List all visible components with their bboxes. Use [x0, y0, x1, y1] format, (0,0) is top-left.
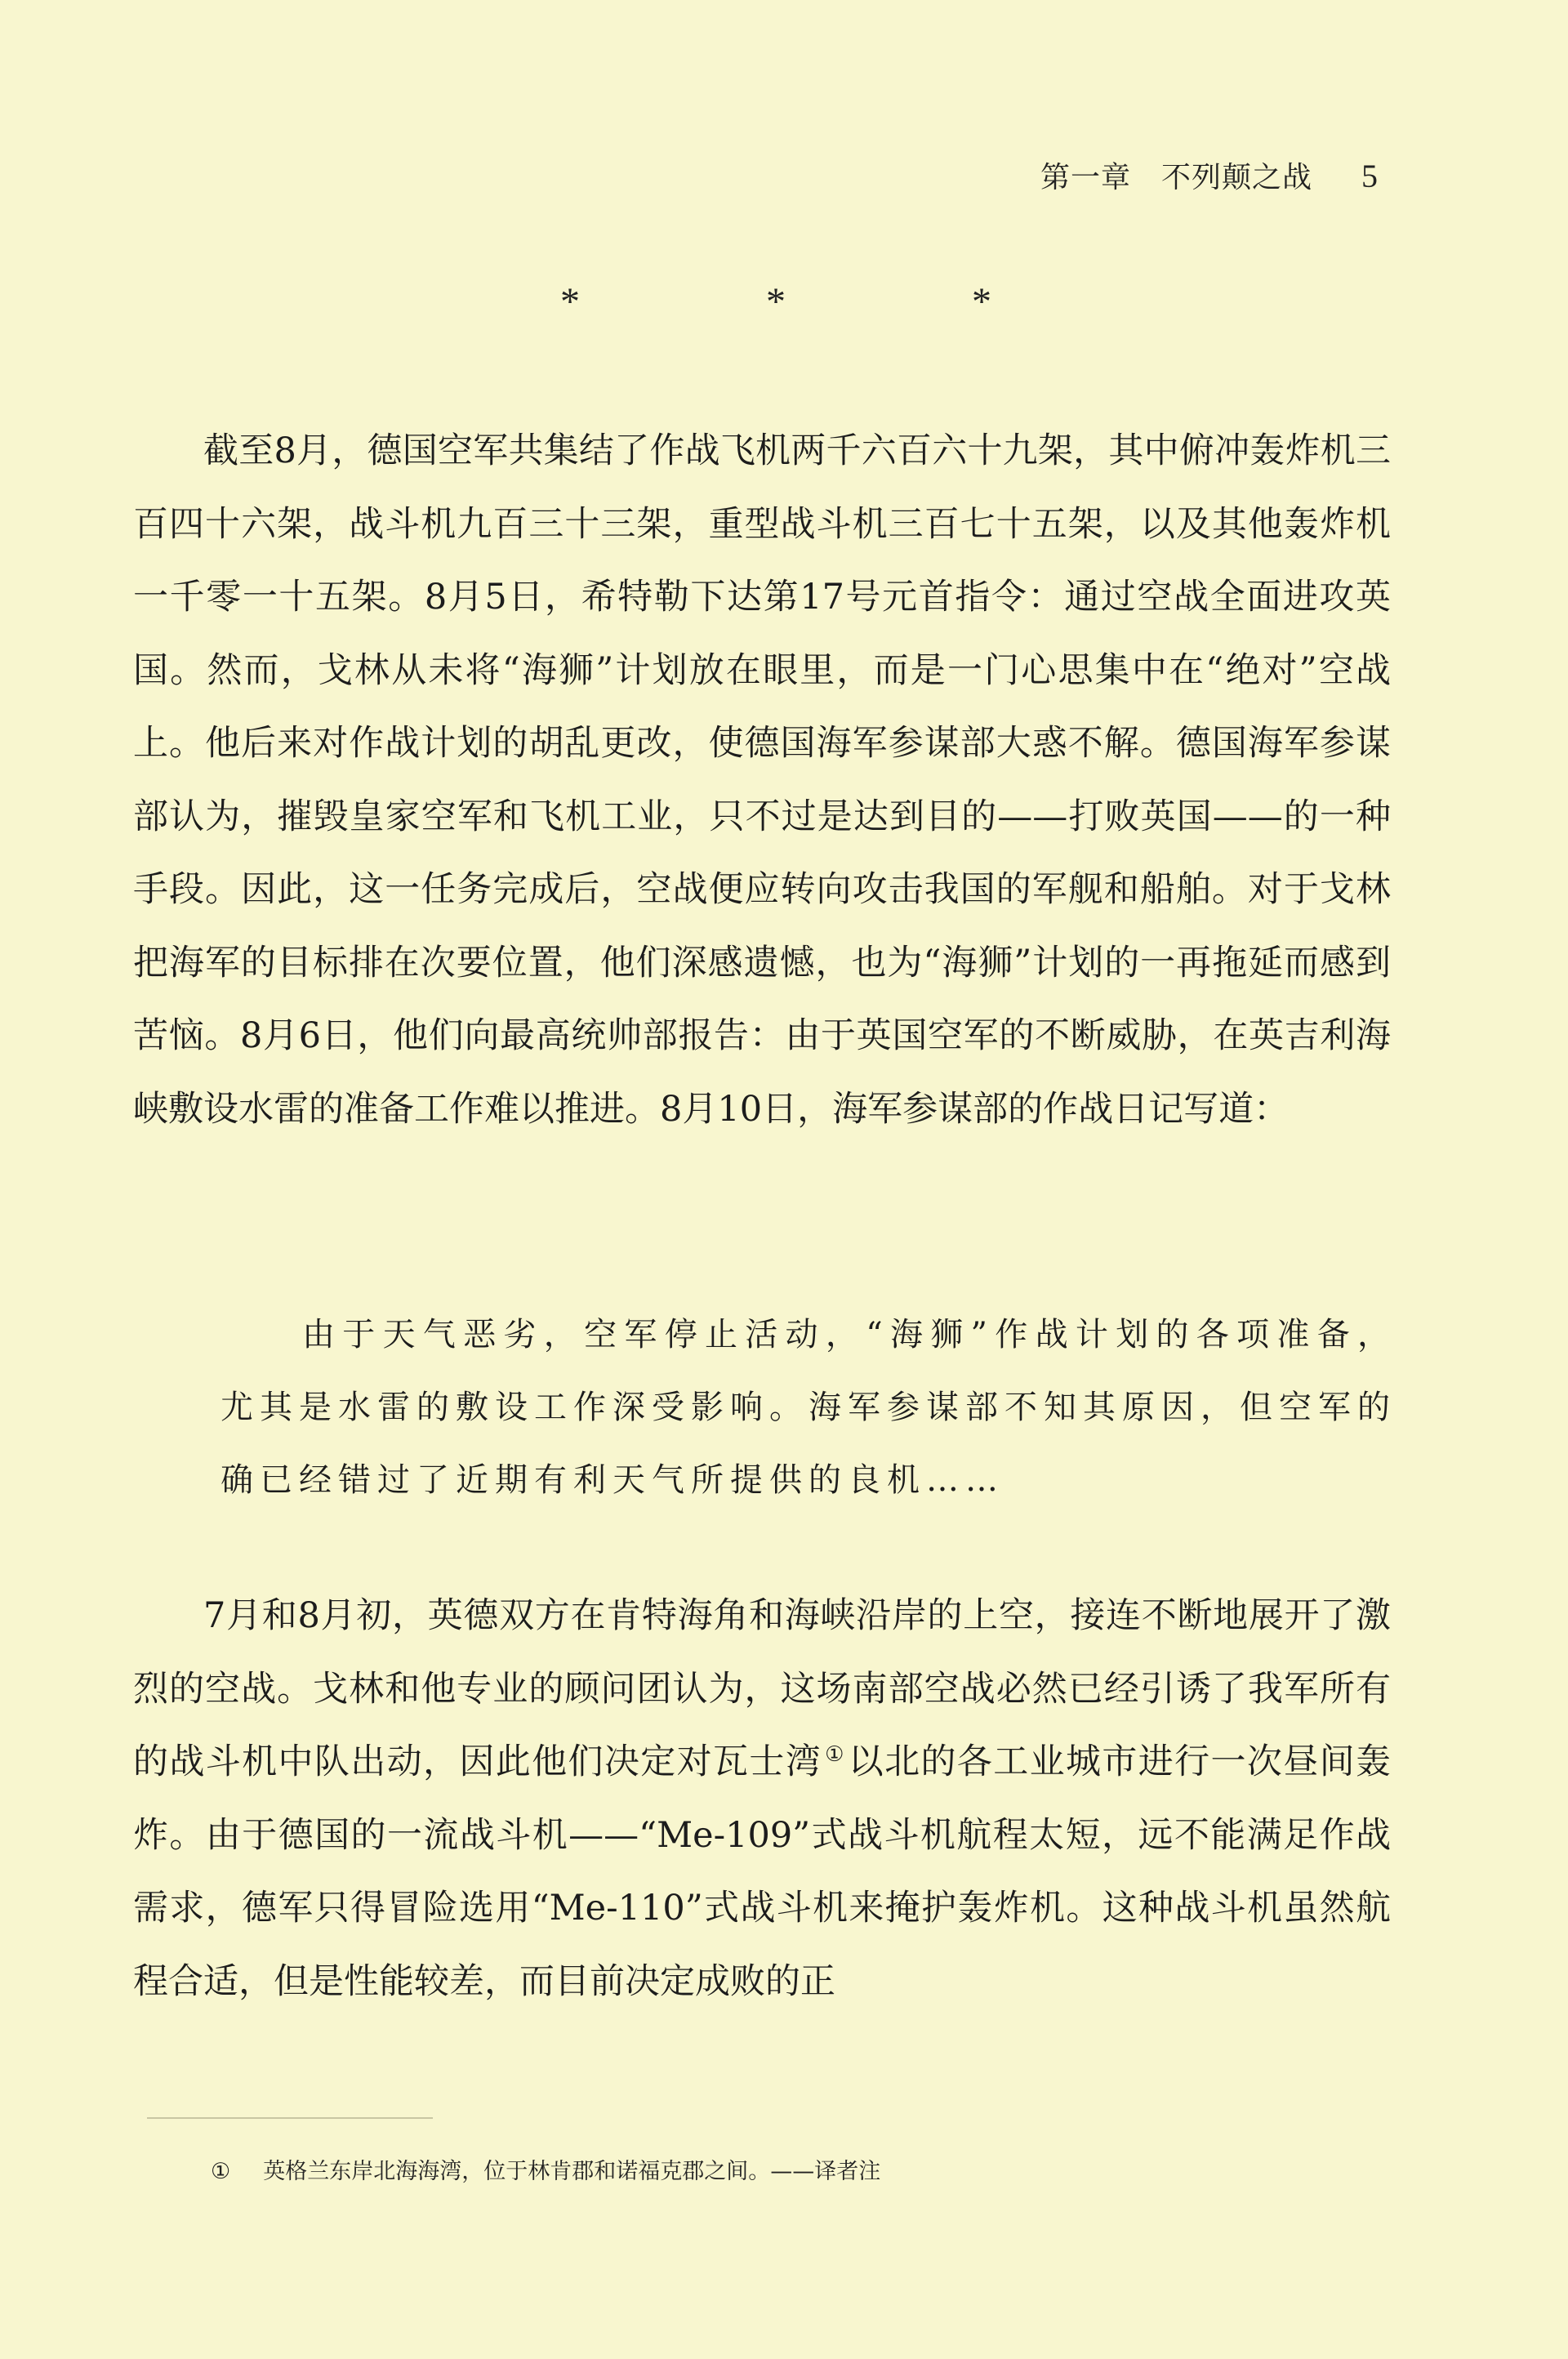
- running-header: [1040, 160, 1379, 193]
- page-number: 5: [1361, 158, 1379, 194]
- body-paragraph-2: [133, 1580, 1391, 2018]
- section-break: * * *: [559, 280, 1065, 323]
- paragraph-text-after-note: 以北的各工业城市进行一次昼间轰炸。由于德国的一流战斗机——“Me-109”式战斗机航程太短，远不能满足作战需求，德军只得冒险选用“Me-110”式战斗机来掩护轰炸机。这种战斗机虽然航程合适，但是性能较差，而目前决定成败的正: [133, 1741, 1392, 2002]
- paragraph-text-before-note: 7月和8月初，英德双方在肯特海角和海峡沿岸的上空，接连不断地展开了激烈的空战。戈林和他专业的顾问团认为，这场南部空战必然已经引诱了我军所有的战斗机中队出动，因此他们决定对瓦士湾: [133, 1595, 1391, 1782]
- chapter-title: 第一章 不列颠之战: [1040, 161, 1312, 194]
- body-paragraph-1: 截至8月，德国空军共集结了作战飞机两千六百六十九架，其中俯冲轰炸机三百四十六架，战斗机九百三十三架，重型战斗机三百七十五架，以及其他轰炸机一千零一十五架。8月5日，希特勒下达第17号元首指令：通过空战全面进攻英国。然而，戈林从未将“海狮”计划放在眼里，而是一门心思集中在“绝对”空战上。他后来对作战计划的胡乱更改，使德国海军参谋部大惑不解。德国海军参谋部认为，摧毁皇家空军和飞机工业，只不过是达到目的——打败英国——的一种手段。因此，这一任务完成后，空战便应转向攻击我国的军舰和船舶。对于戈林把海军的目标排在次要位置，他们深感遗憾，也为“海狮”计划的一再拖延而感到苦恼。8月6日，他们向最高统帅部报告：由于英国空军的不断威胁，在英吉利海峡敷设水雷的准备工作难以推进。8月10日，海军参谋部的作战日记写道：: [133, 430, 1391, 1130]
- footnote-reference[interactable]: ①: [825, 1741, 845, 1767]
- footnote-divider: [147, 2117, 433, 2119]
- footnote: [211, 2156, 880, 2187]
- footnote-text: 英格兰东岸北海海湾，位于林肯郡和诺福克郡之间。——译者注: [263, 2159, 881, 2184]
- block-quote: 由于天气恶劣，空军停止活动，“海狮”作战计划的各项准备，尤其是水雷的敷设工作深受影响。海军参谋部不知其原因，但空军的确已经错过了近期有利天气所提供的良机……: [220, 1316, 1396, 1499]
- footnote-marker: ①: [211, 2159, 231, 2184]
